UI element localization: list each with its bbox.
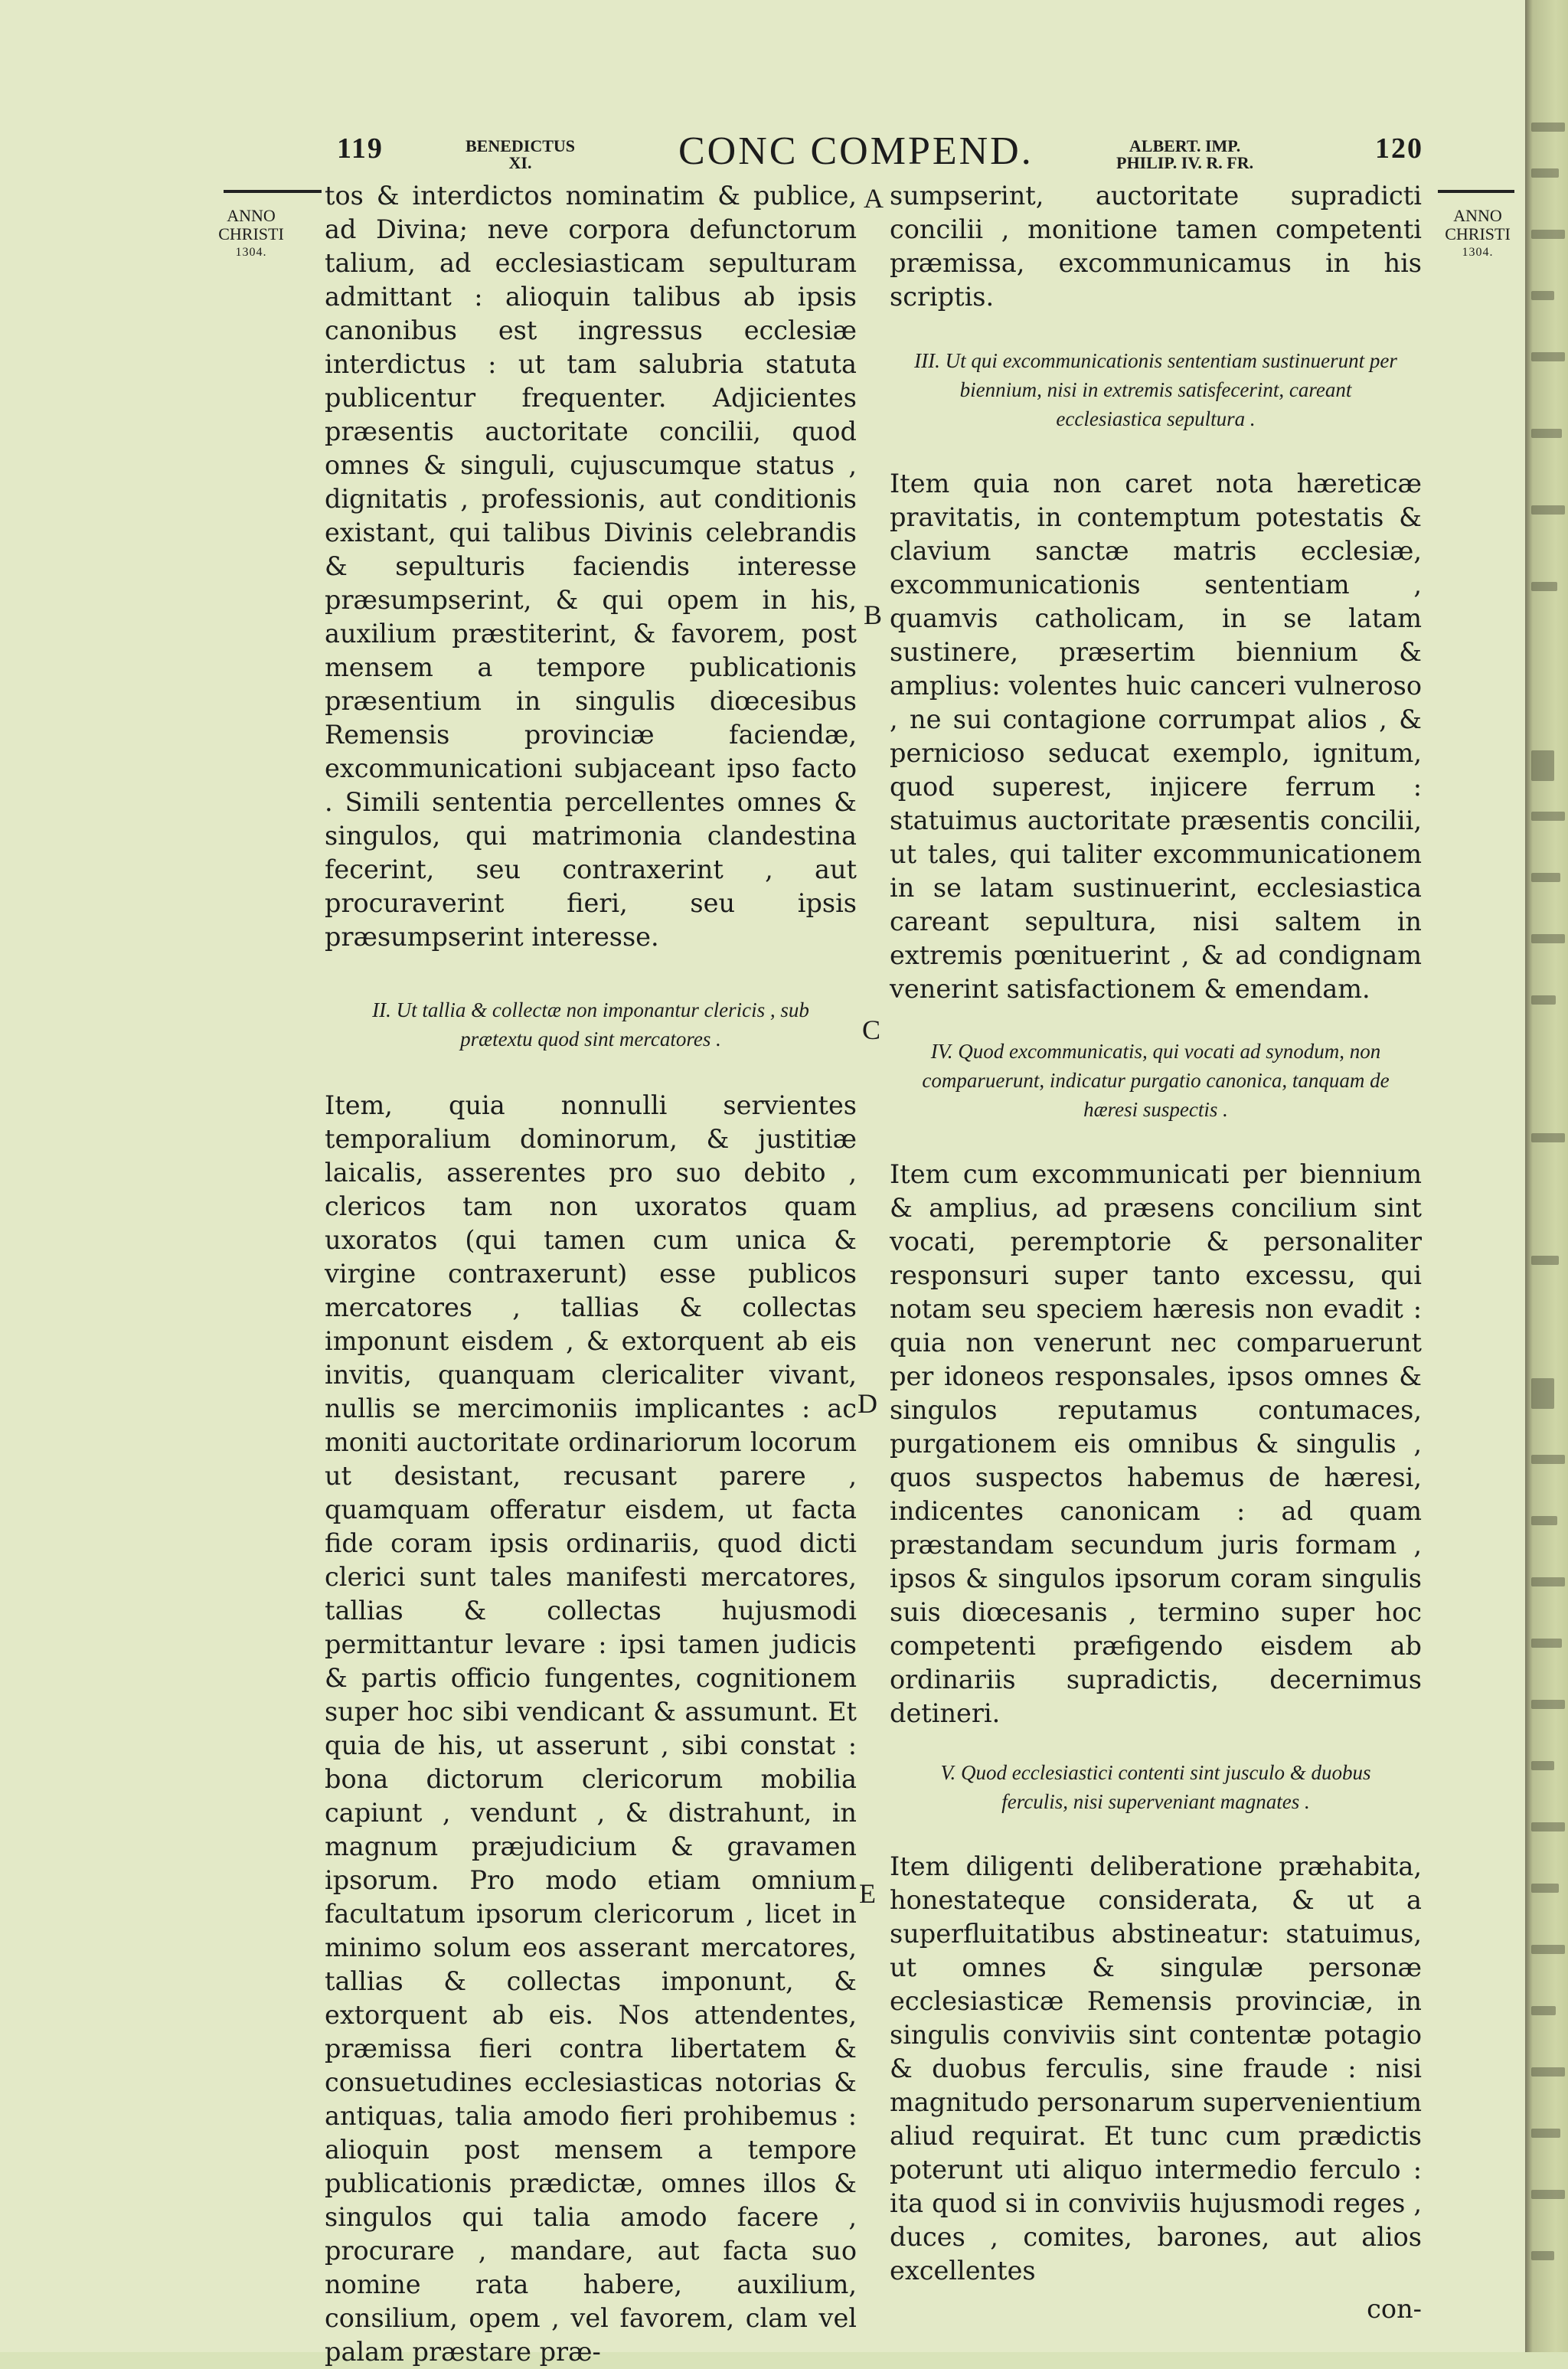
margin-year: 1304. xyxy=(1462,246,1494,259)
section-letter-b: B xyxy=(864,600,883,630)
left-margin-rule xyxy=(224,190,322,193)
paragraph: Item cum excommunicati per biennium & amplius, ad præsens concilium sint vocati, peremptorie & personaliter responsuri super tanto excessu, qui notam seu speciem hæresis non evadit : quia non venerunt nec comparuerunt per idoneos responsales, ipsos omnes & singulos reputamus contumaces, purgationem eis omnibus & singulis , quos suspectos habemus de hæresi, indicentes canonicam : ad quam præstandam secundum juris formam , ipsos & singulos ipsorum coram singulis suis diœcesanis , termino super hoc competenti præfigendo eisdem ab ordinariis supradictis, decernimus detineri. xyxy=(890,1159,1422,1728)
section-letter-d: D xyxy=(858,1388,877,1419)
running-head-line2: XI. xyxy=(508,153,532,172)
left-page-number: 119 xyxy=(337,132,384,165)
adjacent-page-edge xyxy=(1525,0,1568,2352)
chapter-heading: V. Quod ecclesiastici contenti sint jusculo & duobus ferculis, nisi superveniant magnates . xyxy=(940,1761,1371,1813)
running-head-line1: ALBERT. IMP. xyxy=(1129,136,1241,155)
margin-christi: CHRISTI xyxy=(218,224,284,243)
chapter-heading: II. Ut tallia & collectæ non imponantur clericis , sub prætextu quod sint mercatores . xyxy=(372,998,809,1051)
left-column xyxy=(325,179,857,2369)
right-page-number: 120 xyxy=(1375,132,1423,165)
chapter-heading: IV. Quod excommunicatis, qui vocati ad synodum, non comparuerunt, indicatur purgatio canonica, tanquam de hæresi suspectis . xyxy=(922,1040,1390,1121)
margin-anno: ANNO xyxy=(227,206,276,225)
right-margin-note xyxy=(1439,207,1516,262)
catchword: con- xyxy=(1367,2294,1422,2324)
left-margin-note xyxy=(213,207,289,262)
paragraph: tos & interdictos nominatim & publice, ad Divina; neve corpora defunctorum talium, ad ecclesiasticam sepulturam admittant : alioquin talibus ab ipsis canonibus est ingressus ecclesiæ interdictus : ut tam salubria statuta publicentur frequenter. Adjicientes præsentis auctoritate concilii, quod omnes & singuli, cujuscumque status , dignitatis , professionis, aut conditionis existant, qui talibus Divinis celebrandis & sepulturis faciendis interesse præsumpserint, & qui opem in his, auxilium præstiterint, & favorem, post mensem a tempore publicationis præsentium in singulis diœcesibus Remensis provinciæ faciendæ, excommunicationi subjaceant ipso facto . Simili sententia percellentes omnes & singulos, qui matrimonia clandestina fecerint, seu contraxerint , aut procuraverint fieri, seu ipsis præsumpserint interesse. xyxy=(325,181,857,952)
section-letter-a: A xyxy=(864,183,884,214)
section-letter-e: E xyxy=(859,1878,876,1909)
right-margin-rule xyxy=(1438,190,1514,193)
paragraph: sumpserint, auctoritate supradicti concilii , monitione tamen competenti præmissa, excommunicamus in his scriptis. xyxy=(890,181,1422,312)
paragraph: Item quia non caret nota hæreticæ pravitatis, in contemptum potestatis & clavium sanctæ matris ecclesiæ, excommunicationis sententiam , quamvis catholicam, in se latam sustinere, præsertim biennium & amplius: volentes huic canceri vulneroso , ne sui contagione corrumpat alios , & pernicioso seducat exemplo, ignitum, quod superest, injicere ferrum : statuimus auctoritate præsentis concilii, ut tales, qui taliter excommunicationem in se latam sustinuerint, ecclesiastica careant sepultura, nisi saltem in extremis pœnituerint , & ad condignam venerint satisfactionem & emendam. xyxy=(890,469,1422,1004)
running-head-line2: PHILIP. IV. R. FR. xyxy=(1116,153,1254,172)
running-head-line1: BENEDICTUS xyxy=(466,136,576,155)
paragraph: Item, quia nonnulli servientes temporalium dominorum, & justitiæ laicalis, asserentes pro suo debito , clericos tam non uxoratos quam uxoratos (qui tamen cum unica & virgine contraxerunt) esse publicos mercatores , tallias & collectas imponunt eisdem , & extorquent ab eis invitis, quanquam clericaliter vivant, nullis se mercimoniis implicantes : ac moniti auctoritate ordinariorum locorum ut desistant, recusant parere , quamquam offeratur eisdem, ut facta fide coram ipsis ordinariis, quod dicti clerici sunt tales manifesti mercatores, tallias & collectas hujusmodi permittantur levare : ipsi tamen judicis & partis officio fungentes, cognitionem super hoc sibi vendicant & assumunt. Et quia de his, ut asserunt , sibi constat : bona dictorum clericorum mobilia capiunt , vendunt , & distrahunt, in magnum præjudicium & gravamen ipsorum. Pro modo etiam omnium facultatum ipsorum clericorum , licet in minimo solum eos asserant mercatores, tallias & collectas imponunt, & extorquent ab eis. Nos attendentes, præmissa fieri contra libertatem & consuetudines ecclesiasticas notorias & antiquas, talia amodo fieri prohibemus : alioquin post mensem a tempore publicationis prædictæ, omnes illos & singulos qui talia amodo facere , procurare , mandare, aut facta suo nomine rata habere, auxilium, consilium, opem , vel favorem, clam vel palam præstare præ- xyxy=(325,1090,857,2367)
paragraph: Item diligenti deliberatione præhabita, honestateque considerata, & ut a superfluitatibus abstineatur: statuimus, ut omnes & singulæ personæ ecclesiasticæ Remensis provinciæ, in singulis conviviis sint contentæ potagio & duobus ferculis, sine fraude : nisi magnitudo personarum supervenientium aliud requirat. Et tunc cum prædictis poterunt uti aliquo intermedio ferculo : ita quod si in conviviis hujusmodi reges , duces , comites, barones, aut alios excellentes xyxy=(890,1851,1422,2286)
right-running-head xyxy=(1116,138,1253,172)
margin-year: 1304. xyxy=(235,246,267,259)
page-title: CONC COMPEND. xyxy=(678,129,1034,173)
margin-christi: CHRISTI xyxy=(1445,224,1511,243)
right-column xyxy=(890,179,1422,2326)
margin-anno: ANNO xyxy=(1453,206,1502,225)
section-letter-c: C xyxy=(862,1015,881,1045)
left-running-head xyxy=(466,138,575,172)
chapter-heading: III. Ut qui excommunicationis sententiam sustinuerunt per biennium, nisi in extremis satisfecerint, careant ecclesiastica sepultura . xyxy=(914,349,1397,430)
